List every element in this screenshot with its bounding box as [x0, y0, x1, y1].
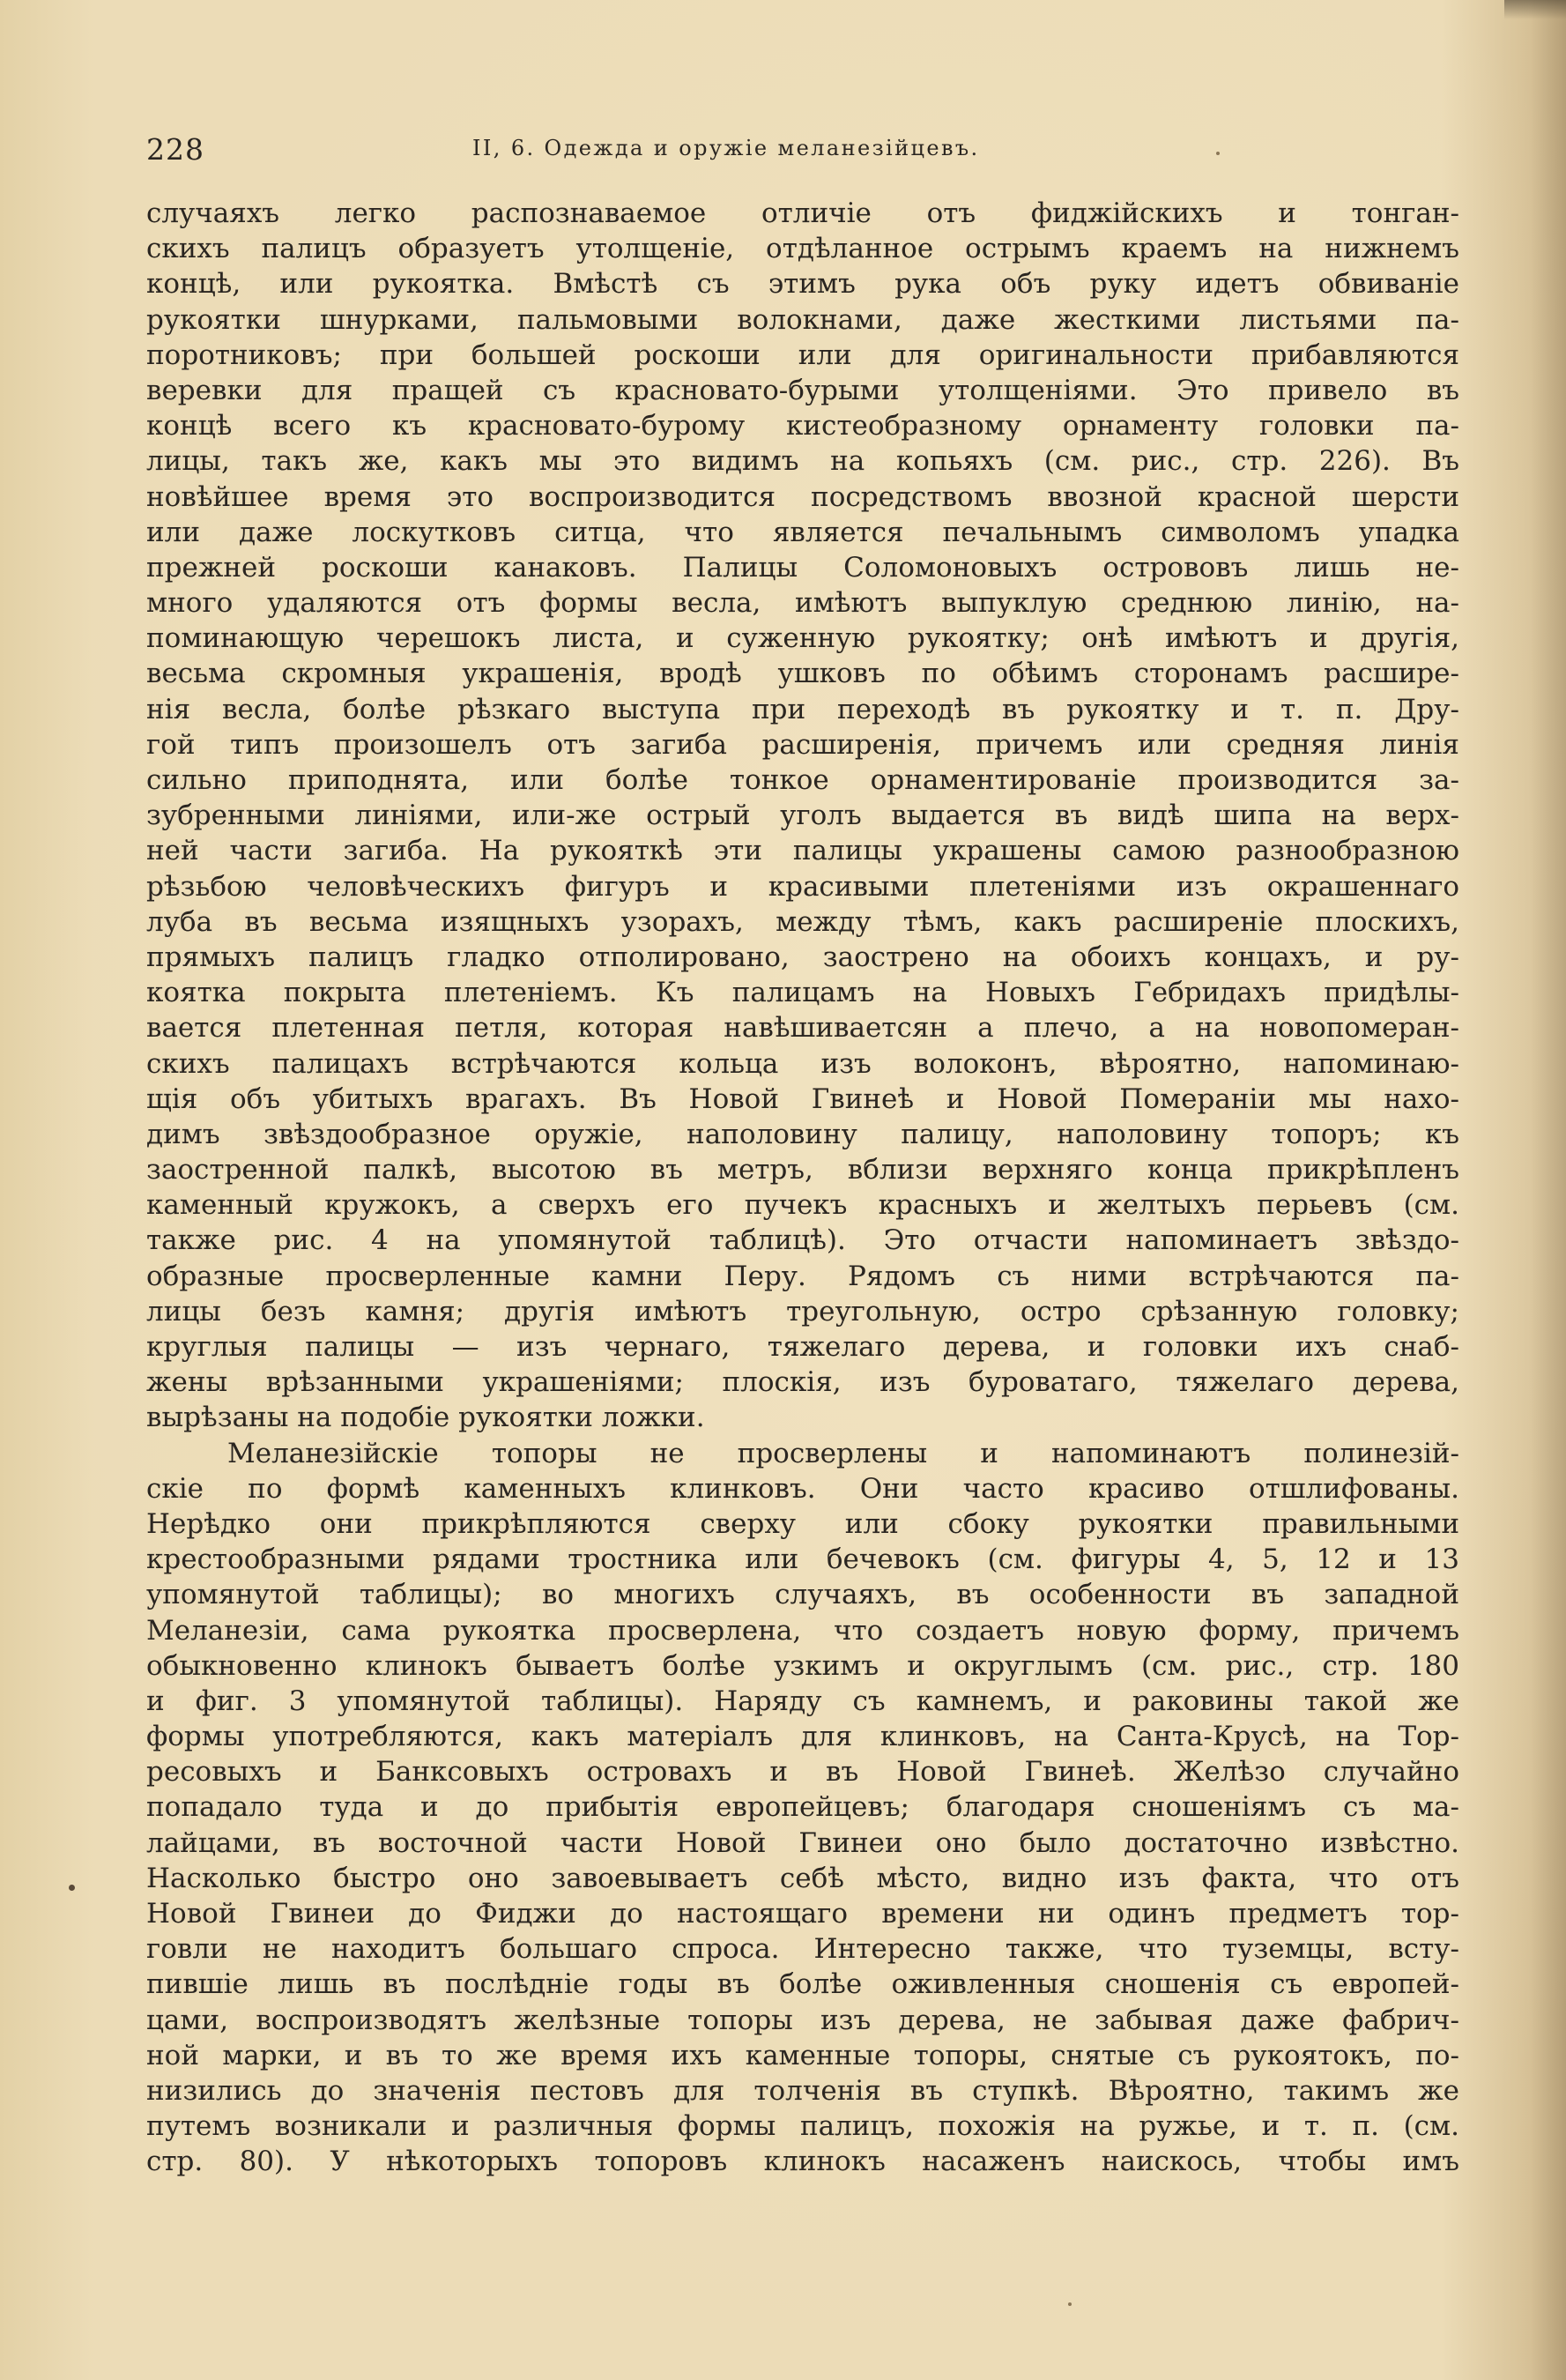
text-line: скихъ палицъ образуетъ утолщенiе, отдѣланное острымъ краемъ на нижнемъ — [146, 233, 1459, 265]
text-line: концѣ всего къ красновато-бурому кистеобразному орнаменту головки па- — [146, 410, 1459, 443]
body-text — [146, 196, 1459, 2180]
text-line: прежней роскоши канаковъ. Палицы Соломоновыхъ острововъ лишь не- — [146, 551, 1459, 584]
page-corner-shadow — [1504, 0, 1566, 19]
text-line: ресовыхъ и Банксовыхъ островахъ и въ Новой Гвинеѣ. Желѣзо случайно — [146, 1756, 1459, 1789]
text-line: лайцами, въ восточной части Новой Гвинеи оно было достаточно извѣстно. — [146, 1826, 1459, 1859]
text-line: говли не находитъ большаго спроса. Интересно также, что туземцы, всту- — [146, 1933, 1459, 1966]
margin-mark — [69, 1885, 75, 1891]
text-line: также рис. 4 на упомянутой таблицѣ). Это отчасти напоминаетъ звѣздо- — [146, 1224, 1459, 1257]
text-line: или даже лоскутковъ ситца, что является печальнымъ символомъ упадка — [146, 516, 1459, 548]
text-line: рукоятки шнурками, пальмовыми волокнами, даже жесткими листьями па- — [146, 303, 1459, 336]
paper-speck — [1068, 2302, 1072, 2306]
text-line: зубренными линiями, или-же острый уголъ выдается въ видѣ шипа на верх- — [146, 800, 1459, 832]
text-line: лицы, такъ же, какъ мы это видимъ на копьяхъ (см. рис., стр. 226). Въ — [146, 445, 1459, 478]
text-line: низились до значенiя пестовъ для толченiя въ ступкѣ. Вѣроятно, такимъ же — [146, 2074, 1459, 2107]
text-line: пившiе лишь въ послѣднiе годы въ болѣе оживленныя сношенiя съ европей- — [146, 1968, 1459, 2001]
text-line: концѣ, или рукоятка. Вмѣстѣ съ этимъ рука объ руку идетъ обвиванiе — [146, 268, 1459, 301]
text-line: жены врѣзанными украшенiями; плоскiя, изъ буроватаго, тяжелаго дерева, — [146, 1366, 1459, 1399]
page-header — [146, 132, 1459, 176]
text-line: луба въ весьма изящныхъ узорахъ, между тѣмъ, какъ расширенiе плоскихъ, — [146, 905, 1459, 938]
text-line: Нерѣдко они прикрѣпляются сверху или сбоку рукоятки правильными — [146, 1507, 1459, 1540]
text-line: скихъ палицахъ встрѣчаются кольца изъ волоконъ, вѣроятно, напоминаю- — [146, 1047, 1459, 1080]
text-line: нiя весла, болѣе рѣзкаго выступа при переходѣ въ рукоятку и т. п. Дру- — [146, 693, 1459, 725]
text-line: сильно приподнята, или болѣе тонкое орнаментированiе производится за- — [146, 764, 1459, 796]
text-line: цами, воспроизводятъ желѣзные топоры изъ дерева, не забывая даже фабрич- — [146, 2004, 1459, 2036]
paragraph-first-line: Меланезiйскiе топоры не просверлены и напоминаютъ полинезiй- — [227, 1437, 1459, 1469]
text-line: вырѣзаны на подобiе рукоятки ложки. — [146, 1402, 705, 1434]
text-line: поминающую черешокъ листа, и суженную рукоятку; онѣ имѣютъ и другiя, — [146, 622, 1459, 655]
text-line: Меланезiи, сама рукоятка просверлена, что создаетъ новую форму, причемъ — [146, 1614, 1459, 1647]
text-line: лицы безъ камня; другiя имѣютъ треугольную, остро срѣзанную головку; — [146, 1295, 1459, 1328]
text-line: формы употребляются, какъ матерiалъ для клинковъ, на Санта-Крусѣ, на Тор- — [146, 1721, 1459, 1753]
running-head: II, 6. Одежда и оружiе меланезiйцевъ. — [472, 136, 980, 160]
text-line: много удаляются отъ формы весла, имѣютъ выпуклую среднюю линiю, на- — [146, 587, 1459, 620]
text-line: гой типъ произошелъ отъ загиба расширенiя, причемъ или средняя линiя — [146, 728, 1459, 761]
page-edge-shadow — [1531, 0, 1566, 2380]
text-line: ной марки, и въ то же время ихъ каменные топоры, снятые съ рукоятокъ, по- — [146, 2039, 1459, 2071]
text-line: упомянутой таблицы); во многихъ случаяхъ, въ особенности въ западной — [146, 1579, 1459, 1611]
paper-speck — [1216, 152, 1220, 155]
text-line: веревки для пращей съ красновато-бурыми утолщенiями. Это привело въ — [146, 374, 1459, 406]
text-line: крестообразными рядами тростника или бечевокъ (см. фигуры 4, 5, 12 и 13 — [146, 1543, 1459, 1576]
text-line: Насколько быстро оно завоевываетъ себѣ мѣсто, видно изъ факта, что отъ — [146, 1862, 1459, 1894]
text-line: новѣйшее время это воспроизводится посредствомъ ввозной красной шерсти — [146, 480, 1459, 513]
text-line: весьма скромныя украшенiя, вродѣ ушковъ по обѣимъ сторонамъ расшире- — [146, 658, 1459, 690]
text-line: димъ звѣздообразное оружiе, наполовину палицу, наполовину топоръ; къ — [146, 1118, 1459, 1150]
text-line: попадало туда и до прибытiя европейцевъ; благодаря сношенiямъ съ ма- — [146, 1791, 1459, 1824]
text-line: заостренной палкѣ, высотою въ метръ, вблизи верхняго конца прикрѣпленъ — [146, 1154, 1459, 1186]
text-line: круглыя палицы — изъ чернаго, тяжелаго дерева, и головки ихъ снаб- — [146, 1331, 1459, 1363]
text-line: Новой Гвинеи до Фиджи до настоящаго времени ни одинъ предметъ тор- — [146, 1898, 1459, 1930]
text-line: каменный кружокъ, а сверхъ его пучекъ красныхъ и желтыхъ перьевъ (см. — [146, 1189, 1459, 1222]
text-line: рѣзьбою человѣческихъ фигуръ и красивыми плетенiями изъ окрашеннаго — [146, 870, 1459, 903]
text-line: щiя объ убитыхъ врагахъ. Въ Новой Гвинеѣ и Новой Померанiи мы нахо- — [146, 1082, 1459, 1115]
text-line: поротниковъ; при большей роскоши или для оригинальности прибавляются — [146, 338, 1459, 371]
text-line: коятка покрыта плетенiемъ. Къ палицамъ на Новыхъ Гебридахъ придѣлы- — [146, 977, 1459, 1009]
text-line: прямыхъ палицъ гладко отполировано, заострено на обоихъ концахъ, и ру- — [146, 941, 1459, 973]
text-line: вается плетенная петля, которая навѣшиваетсян а плечо, а на новопомеран- — [146, 1012, 1459, 1045]
text-line: ней части загиба. На рукояткѣ эти палицы украшены самою разнообразною — [146, 835, 1459, 867]
text-line: путемъ возникали и различныя формы палицъ, похожiя на ружье, и т. п. (см. — [146, 2110, 1459, 2143]
text-line: скiе по формѣ каменныхъ клинковъ. Они часто красиво отшлифованы. — [146, 1472, 1459, 1505]
text-line: и фиг. 3 упомянутой таблицы). Наряду съ камнемъ, и раковины такой же — [146, 1685, 1459, 1717]
text-line: стр. 80). У нѣкоторыхъ топоровъ клинокъ насаженъ наискось, чтобы имъ — [146, 2146, 1459, 2178]
text-line: случаяхъ легко распознаваемое отличiе отъ фиджiйскихъ и тонган- — [146, 197, 1459, 229]
page-number: 228 — [146, 132, 204, 167]
text-line: образные просверленные камни Перу. Рядомъ съ ними встрѣчаются па- — [146, 1260, 1459, 1292]
text-line: обыкновенно клинокъ бываетъ болѣе узкимъ и округлымъ (см. рис., стр. 180 — [146, 1649, 1459, 1682]
